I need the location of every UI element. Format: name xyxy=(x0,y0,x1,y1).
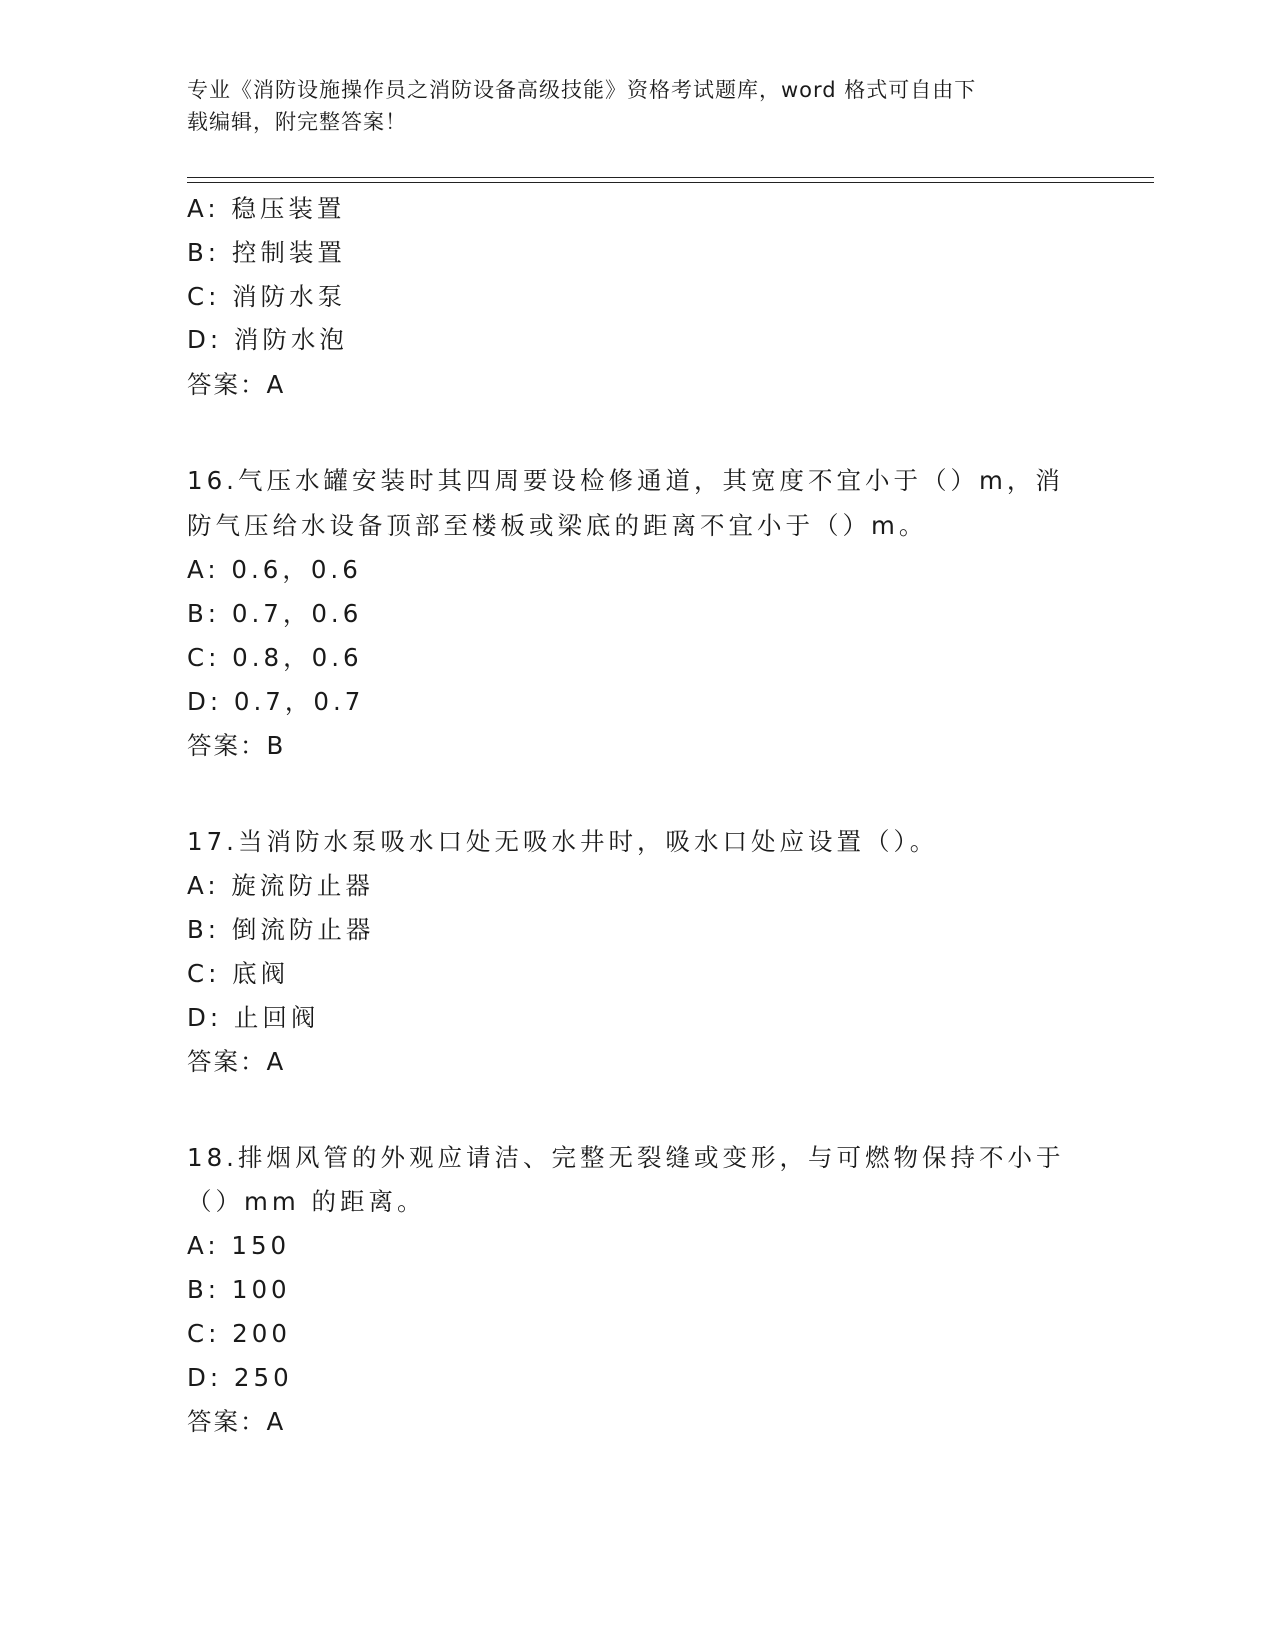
q17-option-a: A: 旋流防止器 xyxy=(187,871,374,900)
q16-option-d: D: 0.7，0.7 xyxy=(187,687,365,716)
q18-stem-line-2: （）mm 的距离。 xyxy=(187,1187,426,1216)
q16-option-c: C: 0.8，0.6 xyxy=(187,643,363,672)
q18-stem-line-1: 18.排烟风管的外观应请洁、完整无裂缝或变形，与可燃物保持不小于 xyxy=(187,1143,1065,1172)
q17-option-c: C: 底阀 xyxy=(187,959,290,988)
header-line-1: 专业《消防设施操作员之消防设备高级技能》资格考试题库，word 格式可自由下 xyxy=(187,78,977,102)
q15-option-b: B: 控制装置 xyxy=(187,238,346,267)
q18-answer: 答案：A xyxy=(187,1407,286,1436)
q17-option-d: D: 止回阀 xyxy=(187,1003,320,1032)
q18-option-c: C: 200 xyxy=(187,1319,291,1348)
q15-option-c: C: 消防水泵 xyxy=(187,282,347,311)
q16-stem-line-1: 16.气压水罐安装时其四周要设检修通道，其宽度不宜小于（）m，消 xyxy=(187,466,1064,495)
header-divider-bottom xyxy=(187,182,1154,183)
document-header xyxy=(187,74,1067,138)
q15-option-d: D: 消防水泡 xyxy=(187,325,348,354)
q18-option-d: D: 250 xyxy=(187,1363,293,1392)
q17-option-b: B: 倒流防止器 xyxy=(187,915,375,944)
q16-option-b: B: 0.7，0.6 xyxy=(187,599,363,628)
q18-option-b: B: 100 xyxy=(187,1275,291,1304)
q17-answer: 答案：A xyxy=(187,1047,286,1076)
q15-option-a: A: 稳压装置 xyxy=(187,194,346,223)
header-divider-top xyxy=(187,177,1154,178)
header-line-2: 载编辑，附完整答案！ xyxy=(187,110,407,134)
q16-stem-line-2: 防气压给水设备顶部至楼板或梁底的距离不宜小于（）m。 xyxy=(187,511,928,540)
q16-option-a: A: 0.6，0.6 xyxy=(187,555,362,584)
q15-answer: 答案：A xyxy=(187,370,286,399)
q17-stem-line-1: 17.当消防水泵吸水口处无吸水井时，吸水口处应设置（）。 xyxy=(187,827,939,856)
q16-answer: 答案：B xyxy=(187,731,286,760)
q18-option-a: A: 150 xyxy=(187,1231,291,1260)
